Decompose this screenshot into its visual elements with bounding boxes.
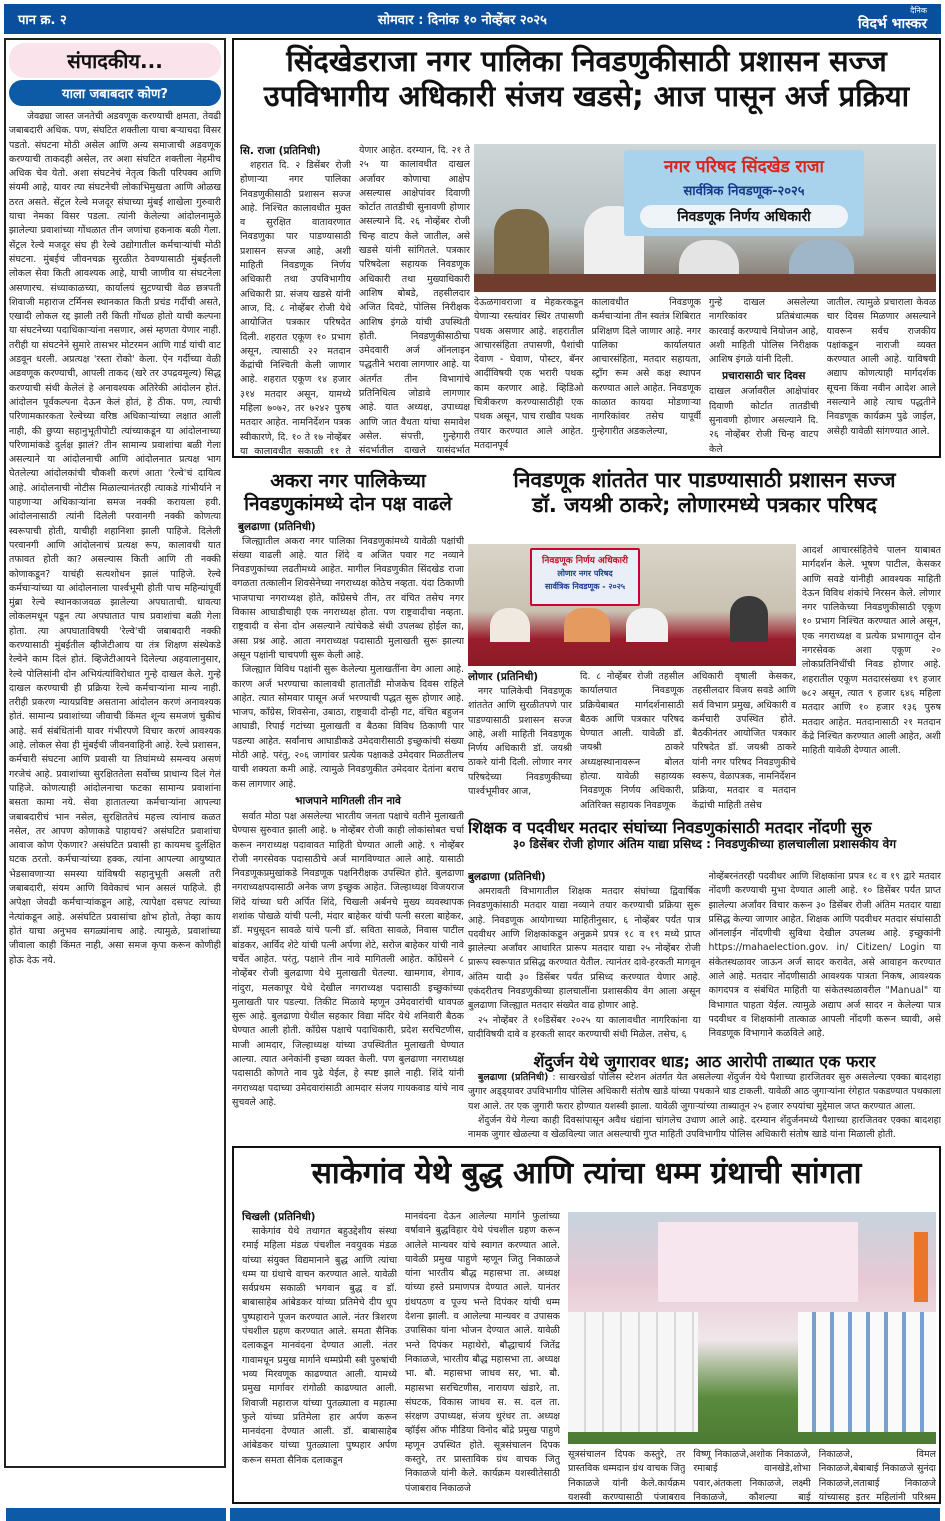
dateline: सि. राजा (प्रतिनिधी) — [240, 145, 321, 157]
article-text-cols — [242, 1210, 560, 1502]
article-text: : साखरखेर्डा पोलिस स्टेशन अंतर्गत येत असलेल्या शेंदुर्जन येथे पैशाच्या हारजितवर सुरु असलेल्या एक्का बादशहा जुगार अड्ड्यावर उपविभागीय पोलिस अधिकारी संतोष खाडे यांच्या पथकाने धाड टाकली. यावेळी आठ जुगाऱ्यांना रंगेहात पकडण्यात पथकाला यश आले. तर एक जुगारी फरार होण्यात यशस्वी झाला. यावेळी जुगाऱ्यांच्या ताब्यातून २५ हजार रुपयांचा मुद्देमाल जप्त करण्यात आला. — [468, 1072, 941, 1112]
article-photo-press-meet — [474, 144, 936, 292]
article-text-cols-bottom — [474, 296, 936, 456]
article-headline: निवडणूक शांततेत पार पाडण्यासाठी प्रशासन सज्ज — [513, 468, 896, 492]
photo-flag — [914, 1232, 928, 1302]
article-text: आदर्श आचारसंहितेचे पालन याबाबत मार्गदर्शन केले. भूषण पाटील, केसकर आणि सवडे यांनीही आवश्यक माहिती देऊन विविध शंकांचे निरसन केले. लोणार नगर पालिकेच्या निवडणुकीसाठी एकूण १० प्रभाग निश्चित करण्यात आले असून, एक नगराध्यक्ष व प्रत्येक प्रभागातून दोन नगरसेवक अशा एकूण २० लोकप्रतिनिधींची निवड होणार आहे. शहरातील एकूण मतदारसंख्या १९ हजार ७८२ असून, त्यात ९ हजार ६४६ महिला मतदार आणि १० हजार १३६ पुरुष मतदार आहेत. मतदानासाठी २१ मतदान केंद्रे निश्चित करण्यात आली आहेत, अशी माहिती यावेळी देण्यात आली. — [802, 545, 941, 757]
editorial-headline: याला जबाबदार कोण? — [9, 80, 221, 106]
photo-stage-decor — [658, 1222, 858, 1302]
photo-caption-cols — [568, 1448, 936, 1502]
photo-banner-text: सार्वत्रिक निवडणूक-२०२५ — [683, 184, 805, 199]
dateline: बुलढाणा (प्रतिनिधी) — [468, 871, 546, 883]
page-number: पान क्र. २ — [18, 13, 67, 28]
article-text: शहरात दि. २ डिसेंबर रोजी होणाऱ्या नगर पालिका निवडणुकीसाठी प्रशासन सज्ज आहे. निश्चित कालावधीत मुक्त व सुरक्षित वातावरणात निवडणुका पार पाडण्यासाठी प्रशासन सज्ज आहे, अशी माहिती निवडणूक निर्णय अधिकारी तथा उपविभागीय अधिकारी प्रा. संजय खडसे यांनी आज, दि. ८ नोव्हेंबर रोजी येथे आयोजित पत्रकार परिषदेत दिली. शहरात एकूण १० प्रभाग असून, त्यासाठी २२ मतदान केंद्रांची निश्चिती केली जाणार आहे. शहरात एकूण १४ हजार ३१४ मतदार असून, यामध्ये महिला ७०७२, तर ७२४२ पुरुष मतदार आहेत. नामनिर्देशन पत्रक स्वीकारणे, दि. १० ते १७ नोव्हेंबर या कालावधीत सकाळी ११ ते — [240, 160, 351, 456]
page-header-bar — [4, 4, 941, 34]
article-text: नगर पालिकेची निवडणूक शांततेत आणि सुरळीतपणे पार पाडण्यासाठी प्रशासन सज्ज आहे, अशी माहिती निवडणूक निर्णय अधिकारी डॉ. जयश्री ठाकरे यांनी दिली. लोणार नगर परिषदेच्या निवडणुकीच्या पार्श्वभूमीवर आज, — [468, 686, 572, 798]
article-text: जिल्ह्यातील अकरा नगर पालिका निवडणुकांमध्ये यावेळी पक्षांची संख्या वाढली आहे. यात शिंदे व अजित पवार गट नव्याने निवडणुकांच्या लढतीमध्ये आहेत. मागील निवडणुकीत सिंदखेड राजा वगळता तत्कालीन शिवसेनेच्या नगराध्यक्ष कोठेच नव्हता. यंदा ठिकाणी भाजपाचा नगराध्यक्ष होते, काँग्रेसचे तीन, तर वंचित तसेच नगर विकास आघाडीचाही एक नगराध्यक्ष होता. पण राष्ट्रवादीचा नव्हता. राष्ट्रवादी व सेना दोन असल्याने त्यांचेकडे संधी उपलब्ध होईल का, असा प्रश्न आहे. आता नगराध्यक्ष पदासाठी मुलाखती सुरू झाल्या असून पक्षांनी चाचपणी सुरू केली आहे. — [232, 535, 464, 661]
article-text: शेंदुर्जन येथे गेल्या काही दिवसांपासून अवैध धंद्यांना चांगलेच उधाण आले आहे. दरम्यान शेंदुर्जनमध्ये पैशाच्या हारजितवर एक्का बादशहा नामक जुगार खेळल्या व खेळविल्या जात असल्याची गुप्त माहिती उपविभागीय पोलिस अधिकारी संतोष खाडे यांना मिळाली होती. — [468, 1115, 941, 1141]
photo-banner-text: लोणार नगर परिषद — [557, 569, 613, 578]
article-text: देऊळगावराजा व मेहकरकडून येणाऱ्या रस्त्यांवर स्थिर तपासणी पथक असणार आहे. शहरातील आचारसंहिता तपासणी, पैशांची देवाण - घेवाण, पोस्टर, बॅनर आदींविषयी एक भरारी पथक काम करणार आहे. व्हिडिओ चित्रीकरण करण्यासाठीही एक पथक असून, पाच राखीव पथक तयार करण्यात आले आहेत. मतदानपूर्व — [474, 297, 584, 451]
article-headline: शेंदुर्जन येथे जुगारावर धाड; आठ आरोपी ताब्यात एक फरार — [533, 1052, 876, 1071]
photo-person — [730, 596, 768, 642]
article-text: येणार आहेत. दरम्यान, दि. २१ ते २५ या कालावधीत दाखल अर्जावर कोणाचा आक्षेप असल्यास आक्षेपांवर दिवाणी कोर्टात तातडीची सुनावणी होणार असल्याने दि. २६ नोव्हेंबर रोजी चिन्ह वाटप केले जातील, असे खडसे यांनी सांगितले. पत्रकार परिषदेला सहायक निवडणूक अधिकारी तथा मुख्याधिकारी आशिष बोबडे, तहसीलदार अजित दिवटे, पोलिस निरीक्षक आशिष इंगळे यांची उपस्थिती होती. निवडणुकीसाठीचा उमेदवारी अर्ज ऑनलाइन पद्धतीने भरावा लागणार आहे. या अंतर्गत तीन विभागांचे प्रतिनिधित्व जोडावे लागणार आहे. यात अध्यक्ष, उपाध्यक्ष आणि जात वैधता यांचा समावेश असेल. संपत्ती, गुन्हेगारी संदर्भातील दाखले यासंदर्भात — [359, 145, 470, 456]
article-headline: सिंदखेडराजा नगर पालिका निवडणुकीसाठी प्रशासन सज्ज — [286, 44, 887, 78]
photo-banner — [624, 150, 864, 236]
article-text: निकाळजे, विमल निकाळजे,बेबाबाई निकाळजे सुनंदा निकाळजे,लताबाई निकाळजे यांच्यासह इतर महिलांनी परिश्रम — [818, 1449, 936, 1502]
brand-name: विदर्भ भास्कर — [858, 16, 927, 32]
article-photo-lonar — [468, 544, 796, 666]
article-headline: अकरा नगर पालिकेच्या — [270, 470, 426, 492]
article-subheading: प्रचारासाठी चार दिवस — [722, 370, 806, 383]
article-text: विष्णू निकाळजे,अशोक निकाळजे, रमाबाई वानखेडे,शोभा पवार,अंतकला निकाळजे, लक्ष्मी निकाळजे, कौशल्या बाई — [693, 1449, 811, 1502]
editorial-section-title: संपादकीय... — [9, 43, 221, 78]
article-text: जातील. त्यामुळे प्रचाराला केवळ चार दिवस मिळणार असल्याने यावरून सर्वच राजकीय पक्षांकडून नाराजी व्यक्त करण्यात आली आहे. याविषयी अद्याप कोणत्याही मार्गदर्शक सूचना किंवा नवीन आदेश आले नसल्याने आहे त्याच पद्धतीने निवडणूक कार्यक्रम पुढे जाईल, असेही यावेळी सांगण्यात आले. — [826, 297, 936, 437]
dateline: लोणार (प्रतिनिधी) — [468, 671, 539, 683]
footer-bar-left — [6, 1508, 226, 1521]
article-text: अधिकारी वृषाली केसकर, तहसीलदार विजय सवडे आणि सर्व विभाग प्रमुख, अधिकारी व कर्मचारी उपस्थित होते. बैठकीनंतर आयोजित पत्रकार परिषदेत डॉ. जयश्री ठाकरे यांनी नगर परिषद निवडणुकीचे स्वरूप, वेळापत्रक, नामनिर्देशन प्रक्रिया, मतदार व मतदान केंद्रांची माहिती तसेच — [692, 671, 796, 811]
photo-banner-text: नगर परिषद सिंदखेड राजा — [664, 157, 824, 177]
photo-crowd — [568, 1312, 698, 1432]
dateline: बुलढाणा (प्रतिनिधी) — [238, 520, 316, 533]
photo-table — [474, 274, 936, 292]
photo-banner-text: निवडणूक निर्णय अधिकारी — [542, 556, 628, 566]
article-text: दि. ८ नोव्हेंबर रोजी तहसील कार्यालयात निवडणूक प्रक्रियेबाबत मार्गदर्शनासाठी बैठक आणि पत्रकार परिषद घेण्यात आली. यावेळी डॉ. जयश्री ठाकरे अध्यक्षस्थानावरून बोलत होत्या. यावेळी सहाय्यक निवडणूक निर्णय अधिकारी, अतिरिक्त सहायक निवडणूक — [580, 671, 684, 811]
photo-person — [626, 608, 668, 642]
article-headline-line2: निवडणुकांमध्ये दोन पक्ष वाढले — [244, 492, 452, 515]
article-text: २५ नोव्हेंबर ते १०डिसेंबर २०२५ या कालावधीत नागरिकांना या यादीविषयी दावे व हरकती सादर करण्याची संधी मिळेल. तसेच, ६ — [468, 1014, 701, 1040]
article-headline: साकेगांव येथे बुद्ध आणि त्यांचा धम्म ग्रंथाची सांगता — [311, 1156, 862, 1191]
newspaper-brand — [858, 7, 927, 31]
article-text: कालावधीत निवडणूक कर्मचाऱ्यांना तीन स्वतंत्र शिबिरात प्रशिक्षण दिले जाणार आहे. नगर पालिका कार्यालयात आचारसंहिता, मतदार सहायता, स्ट्रॉंग रूम असे कक्ष स्थापन करण्यात आले आहेत. निवडणूक काळात कायदा मोडणाऱ्या नागरिकांवर तसेच यापूर्वी गुन्हेगारीत अडकलेल्या, — [591, 297, 701, 437]
brand-tagline: दैनिक — [910, 6, 927, 15]
article-sakegaon-dhamma — [232, 1146, 941, 1504]
photo-banner — [530, 548, 640, 606]
photo-crowd — [798, 1312, 936, 1432]
article-text: अमरावती विभागातील शिक्षक मतदार संघांच्या द्विवार्षिक निवडणुकांसाठी मतदार याद्या नव्याने तयार करण्याची प्रक्रिया सुरू आहे. निवडणूक आयोगाच्या माहितीनुसार, ६ नोव्हेंबर पर्यंत पात्र पदवीधर आणि शिक्षकांकडून अनुक्रमे प्रपत्र १८ व १९ मध्ये प्राप्त झालेल्या अर्जांवर आधारित प्रारूप मतदार याद्या २५ नोव्हेंबर रोजी प्रारूप स्वरूपात प्रसिद्ध करण्यात येतील. त्यानंतर दावे-हरकती मागवून अंतिम यादी ३० डिसेंबर पर्यंत प्रसिध्द करण्यात येणार आहे. एकंदरीतच निवडणुकीच्या हालचालींना प्रशासकीय वेग आला असून बुलढाणा जिल्ह्यात मतदार संख्येत वाढ होणार आहे. — [468, 886, 701, 1012]
article-text-cols-top — [240, 144, 470, 456]
article-voter-registration — [468, 818, 941, 1050]
dateline: चिखली (प्रतिनिधी) — [242, 1211, 316, 1223]
article-subheadline: ३० डिसेंबर रोजी होणार अंतिम याद्या प्रसिध्द : निवडणुकीच्या हालचालीला प्रशासकीय वेग — [512, 837, 897, 852]
photo-banner-text: निवडणूक निर्णय अधिकारी — [640, 205, 848, 228]
article-text: जिल्ह्यात विविध पक्षांनी सुरू केलेल्या मुलाखतींना वेग आला आहे. कारण अर्ज भरण्याचा कालावधी हातातोंडी मोजकेच दिवस राहिले आहेत. त्यात सोमवार पासून अर्ज भरण्याची पद्धत सुरू होणार आहे. भाजप, काँग्रेस, शिवसेना, उबाठा, राष्ट्रवादी दोन्ही गट, वंचित बहुजन आघाडी, रिपाई गटांच्या मुलाखती व बैठका विविध ठिकाणी पार पडल्या आहेत. सर्वांनाच आघाडीकडे उमेदवारीसाठी इच्छुकांची संख्या मोठी आहे. परंतु, २०६ जागांवर प्रत्येक पक्षाकडे उमेदवार मिळतीलच याची शक्यता कमी आहे. त्यामुळे निवडणुकीत उमेदवार देतांना बराच कस लागणार आहे. — [232, 664, 464, 790]
editorial-body: जेवढ्या जास्त जनतेची अडवणूक करण्याची क्षमता, तेवढी जबाबदारी अधिक. पण, संघटित शक्तीला याचा बऱ्याचदा विसर पडतो. संघटना मोठी असेल आणि अन्य समाजाची अडवणूक करण्याची ताकदही असेल, तर अशा संघटित शक्तीला नेहमीच अधिक चेव येतो. अशा संघटनेचं नेतृत्व किती परिपक्व आणि संयमी आहे, यावर त्या संघटनेची लोकाभिमुखता आणि ओळख ठरत असते. सेंट्रल रेल्वे मजदूर संघाच्या मुंबई शाखेला गुरुवारी याचा नेमका विसर पडला. त्यांनी केलेल्या आंदोलनामुळे झालेल्या प्रवाशांच्या गोंधळात तीन जणांचा हकनाक बळी गेला. सेंट्रल रेल्वे मजदूर संघ ही रेल्वे उद्योगातील कर्मचाऱ्यांची मोठी संघटना. मुंबईचं जीवनचक्र सुरळीत ठेवण्यासाठी मुंबईतली लोकल सेवा किती आवश्यक आहे, याची जाणीव या संघटनेला असणारच. संध्याकाळच्या, कार्यालयं सुटण्याची वेळ छत्रपती शिवाजी महाराज टर्मिनस स्थानकात किती प्रचंड गर्दीची असते, एखादी लोकल रद्द झाली तरी किती गोंधळ होतो याची कल्पना या संघटनेच्या पदाधिकाऱ्यांना नसणार, असं म्हणता येणार नाही. तरीही या संघटनेने सुमारे तासभर मोटरमन आणि गार्ड यांची वाट अडवून धरली. अप्रत्यक्ष 'रस्ता रोको' केला. ऐन गर्दीच्या वेळी अडवणूक करण्याची, आपली ताकद (खरे तर उपद्रवमूल्य) सिद्ध करण्याची संधी केलेलं हे अनावश्यक अतिरेकी आंदोलन होतं. आंदोलन पूर्वकल्पना देऊन केलं होतं, हे ठीक. पण, त्याची परिणामकारकता रेल्वेच्या वरिष्ठ अधिकाऱ्यांच्या लक्षात आली नाही, की छुप्या सहानुभूतीपोटी त्यांच्याकडून या आंदोलनाच्या परिणामांकडे दुर्लक्ष झालं? तीन सामान्य प्रवाशांचा बळी गेला असल्याने या आंदोलनाची आणि आंदोलनात प्रत्यक्ष भाग घेतलेल्या आंदोलकांची चौकशी करणं आता 'रेल्वे'चं दायित्व आहे. आंदोलनाची नोटीस मिळाल्यानंतरही त्याकडे गांभीर्याने न पाहणाऱ्या अधिकाऱ्यांना समज नक्की करायला हवी. आंदोलनासाठी त्यांनी दिलेली परवानगी नक्की कोणत्या स्वरूपाची होती, याचीही शहानिशा झाली पाहिजे. दिलेली परवानगी आणि आंदोलनाचं प्रत्यक्ष रूप, कालावधी यात तफावत होती का? असल्यास किती आणि ती नक्की कोणाकडून? याचंही सत्यशोधन झालं पाहिजे. रेल्वे कर्मचाऱ्यांच्या या आंदोलनाला पार्श्वभूमी होती पाच महिन्यांपूर्वी मुंब्रा रेल्वे स्थानकाजवळ झालेल्या अपघाताची. धावत्या लोकलमधून पडून त्या अपघातात पाच प्रवाशांचा बळी गेला होता. त्या अपघाताविषयी 'रेल्वे'ची जबाबदारी नक्की करण्यासाठी मुंबईतील व्हीजेटीआय या तंत्र शिक्षण संस्थेकडे रेल्वेने काम दिलं होतं. व्हिजेटीआयने दिलेल्या अहवालानुसार, रेल्वे पोलिसांनी दोन अभियंत्यांविरोधात गुन्हे दाखल केले. गुन्हे दाखल करण्याची ही प्रक्रिया रेल्वे कर्मचाऱ्यांना मान्य नाही. तरीही प्रकरण न्यायप्रविष्ट असताना आंदोलन करणं अनावश्यक होतं. सामान्य प्रवाशांच्या जीवाची किंमत शून्य समजणं चुकीचं आहे. सर्व संबंधितांनी यावर गंभीरपणे विचार करणं आवश्यक आहे. लोकल सेवा ही मुंबईची जीवनवाहिनी आहे. रेल्वे प्रशासन, कर्मचारी संघटना आणि प्रवासी या तिघांमध्ये समन्वय असणं गरजेचं आहे. प्रवाशांच्या सुरक्षिततेला सर्वोच्च प्राधान्य दिलं गेलं पाहिजे. कोणत्याही आंदोलनाचा फटका सामान्य प्रवाशांना बसता कामा नये. सेवा हातातल्या कर्मचाऱ्यांना आपल्या जबाबदारीचं भान नसेल, सुरक्षिततेचं महत्त्व त्यांनाच कळत नसेल, तर आपण कोणाकडे पाहायचं? असंघटित प्रवाशांचा आवाज कोण ऐकणार? असंघटित प्रवासी हा कायमच दुर्लक्षित घटक ठरतो. कर्मचाऱ्यांच्या हक्क, त्यांना आपल्या आयुष्यात भेडसावणाऱ्या समस्या यांविषयी सहानुभूती असली तरी जबाबदारी, संयम आणि विवेकाचं भान असलं पाहिजे. ही अपेक्षा जेवढी कर्मचाऱ्यांकडून आहे, त्यापेक्षा दसपट त्यांच्या नेत्यांकडून आहे. असंघटित प्रवासांचा क्षोभ होतो, तेव्हा काय होतं याचा अनुभव सगळ्यांनाच आहे. त्यामुळे, प्रवाशांच्या जीवाला काही किंमत नाही, असा समज कृपा करून कोणीही होऊ देऊ नये. — [9, 111, 221, 966]
article-text: साकेगांव येथे तथागत बहुउद्देशीय संस्था रमाई महिला मंडळ पंचशील नवयुवक मंडळ यांच्या संयुक्त विद्यमानाने बुद्ध आणि त्यांचा धम्म या ग्रंथाचे वाचन करण्यात आले. यावेळी सर्वप्रथम सकाळी भगवान बुद्ध व डॉ. बाबासाहेब आंबेडकर यांच्या प्रतिमेचे दीप धूप पुष्पहाराने पूजन करण्यात आले. नंतर त्रिशरण पंचशील ग्रहण करण्यात आले. समता सैनिक दलाकडून मानवंदना देण्यात आली. नंतर गावामधून प्रमुख मार्गाने धम्मप्रेमी स्त्री पुरुषांची भव्य मिरवणूक काढण्यात आली. यामध्ये प्रमुख मार्गावर रांगोळी काढण्यात आली. शिवाजी महाराज यांच्या पुतळ्याला व महात्मा फुले यांच्या प्रतिमेला हार अर्पण करून मानवंदना देण्यात आली. डॉ. बाबासाहेब आंबेडकर यांच्या पुतळ्याला पुष्पहार अर्पण करून समता सैनिक दलाकडून — [242, 1226, 397, 1466]
article-lonar-press — [468, 462, 941, 812]
article-text: मानवंदना देऊन आलेल्या मार्गाने फुलांच्या वर्षावाने बुद्धविहार येथे पंचशील ग्रहण करून आलेले मान्यवर यांचे स्वागत करण्यात आले. यावेळी प्रमुख पाहुणे म्हणून जितु निकाळजे यांना भारतीय बौद्ध महासभा ता. अध्यक्ष यांच्या हस्ते प्रमाणपत्र देण्यात आले. यानंतर ग्रंथपठण व पूज्य भन्ते दिपंकर यांची धम्म देशना झाली. व आलेल्या मान्यवर व उपासक उपासिका यांना भोजन देण्यात आले. यावेळी भन्ते दिपंकर महाथेरो, बौद्धाचार्य जितेंद्र निकाळजे, भारतीय बौद्ध महासभा ता. अध्यक्ष भा. बौ. महासभा जाधव सर, भा. बौ. महासभा सरचिटणीस, नारायण खंडारे, ता. संघटक, विकास जाधव स. स. दल ता. संरक्षण उपाध्यक्ष, संजय धुरंधर ता. अध्यक्ष व्हॉईस ऑफ मीडिया विनोद बोंद्रे प्रमुख पाहुणे म्हणून उपस्थित होते. सूत्रसंचालन दिपक कस्तुरे, तर प्रास्ताविक ग्रंथ वाचक जितु निकाळजे यांनी केले. कार्यक्रम यशस्वीतेसाठी पंजाबराव निकाळजे — [405, 1211, 560, 1494]
photo-banner-text: सार्वत्रिक निवडणूक - २०२५ — [544, 582, 626, 591]
photo-person — [490, 608, 530, 642]
footer-bar-right — [230, 1508, 940, 1521]
article-text: सूत्रसंचालन दिपक कस्तुरे, तर प्रास्तविक धम्मदान ग्रंथ वाचक जितु निकाळजे यांनी केले.कार्यक्रम यशस्वी करण्यासाठी पंजाबराव — [568, 1449, 686, 1502]
photo-person — [564, 608, 610, 642]
article-headline: शिक्षक व पदवीधर मतदार संघांच्या निवडणुकांसाठी मतदार नोंदणी सुरु — [468, 818, 872, 837]
article-text-cols — [468, 870, 941, 1050]
article-eleven-councils — [232, 462, 464, 1142]
dateline: बुलढाणा (प्रतिनिधी) — [478, 1072, 549, 1084]
article-text: नोव्हेंबरनंतरही पदवीधर आणि शिक्षकांना प्रपत्र १८ व १९ द्वारे मतदार नोंदणी करण्याची मुभा देण्यात आली आहे. १० डिसेंबर पर्यंत प्राप्त झालेल्या अर्जांवर विचार करून ३० डिसेंबर रोजी अंतिम मतदार याद्या प्रसिद्ध केल्या जाणार आहेत. शिक्षक आणि पदवीधर मतदार संघांसाठी ऑनलाईन नोंदणीची सुविधा देखील उपलब्ध आहे. इच्छुकांनी https://mahaelection.gov. in/ Citizen/ Login या संकेतस्थळावर जाऊन अर्ज सादर करावेत, असे आवाहन करण्यात आले आहे. मतदार नोंदणीसाठी आवश्यक पात्रता निकष, आवश्यक कागदपत्र व संबंधित माहिती या संकेतस्थळावरील "Manual" या विभागात पाहता येईल. त्यामुळे अद्याप अर्ज सादर न केलेल्या पात्र पदवीधर व शिक्षकांनी तात्काळ आपली नोंदणी करून घ्यावी, असे निवडणूक विभागाने कळविले आहे. — [708, 871, 941, 1040]
article-headline-line2: उपविभागीय अधिकारी संजय खडसे; आज पासून अर्ज प्रक्रिया — [263, 78, 910, 113]
article-sindkhedraja — [232, 38, 941, 458]
article-subheading: भाजपाने मागितली तीन नावे — [295, 794, 401, 807]
article-text: दाखल अर्जावरील आक्षेपांवर दिवाणी कोर्टात तातडीची सुनावणी होणार असल्याने दि. २६ नोव्हेंबर रोजी चिन्ह वाटप केले — [709, 386, 819, 455]
article-text-cols — [468, 670, 796, 812]
article-photo-procession — [568, 1212, 936, 1444]
article-text: सर्वात मोठा पक्ष असलेल्या भारतीय जनता पक्षाचे वतीने मुलाखती घेण्यास सुरुवात झाली आहे. ७ नोव्हेंबर रोजी काही लोकांसोबत चर्चा करून नगराध्यक्ष पदावावत माहिती घेण्यात आली आहे. ९ नोव्हेंबर रोजी नगरसेवक पदासाठीचे अर्ज मागविण्यात आले आहे. यासाठी निवडणूकप्रमुखांकडे निवडणूक पक्षनिरीक्षक उपस्थित होते. बुलढाणा नगराध्यक्षपदासाठी अनेक जण इच्छुक आहेत. जिल्हाध्यक्ष विजयराज शिंदे यांच्या घरी अर्पित शिंदे, चिखली अर्बनचे मुख्य व्यवस्थापक शशांक पोखळे यांची पत्नी, मंदार बाहेकर यांची पत्नी सरला बाहेकर, डॉ. मधुसूदन सावळे यांचे पत्नी डॉ. सविता सावळे, निवास पाटील बांडकर, आर्विद शेटे यांची पत्नी अर्पणा शेटे, सरोज बाहेकर यांची नावे चर्चेत आहेत. परंतु, पक्षाने तीन नावे मागितली आहेत. काँग्रेसने ८ नोव्हेंबर रोजी बुलढाणा येथे मुलाखती घेतल्या. खामगाव, शेगाव, नांदुरा, मलकापूर येथे देखील नगराध्यक्ष पदासाठी इच्छुकांच्या मुलाखती पार पडल्या. तिकीट मिळावे म्हणून उमेदवारांची धावपळ सुरू आहे. बुलढाणा येथील सहकार विद्या मंदिर येथे शनिवारी बैठक घेण्यात आली होती. काँग्रेस पक्षाचे पदाधिकारी, प्रदेश सरचिटणीस, माजी आमदार, जिल्हाध्यक्ष यांच्या उपस्थितीत मुलाखती घेण्यात आल्या. त्यात अनेकांनी इच्छा व्यक्त केली. पण बुलढाणा नगराध्यक्ष पदासाठी कोणते नाव पुढे येईल, हे स्पष्ट झाले नाही. शिंदे यांनी नगराध्यक्ष पदाच्या उमेदवारांसाठी आमदार संजय गायकवाड यांचे नाव सुचवले आहे. — [232, 810, 464, 1108]
page-date: सोमवार : दिनांक १० नोव्हेंबर २०२५ — [377, 13, 547, 28]
editorial-column — [4, 38, 226, 1468]
article-headline-line2: डॉ. जयश्री ठाकरे; लोणारमध्ये पत्रकार परिषद — [532, 493, 877, 518]
article-gambling-raid — [468, 1052, 941, 1142]
article-text: गुन्हे दाखल असलेल्या नागरिकांवर प्रतिबंधात्मक कारवाई करण्याचे नियोजन आहे, अशी माहिती पोलिस निरीक्षक आशिष इंगळे यांनी दिली. — [709, 297, 819, 366]
